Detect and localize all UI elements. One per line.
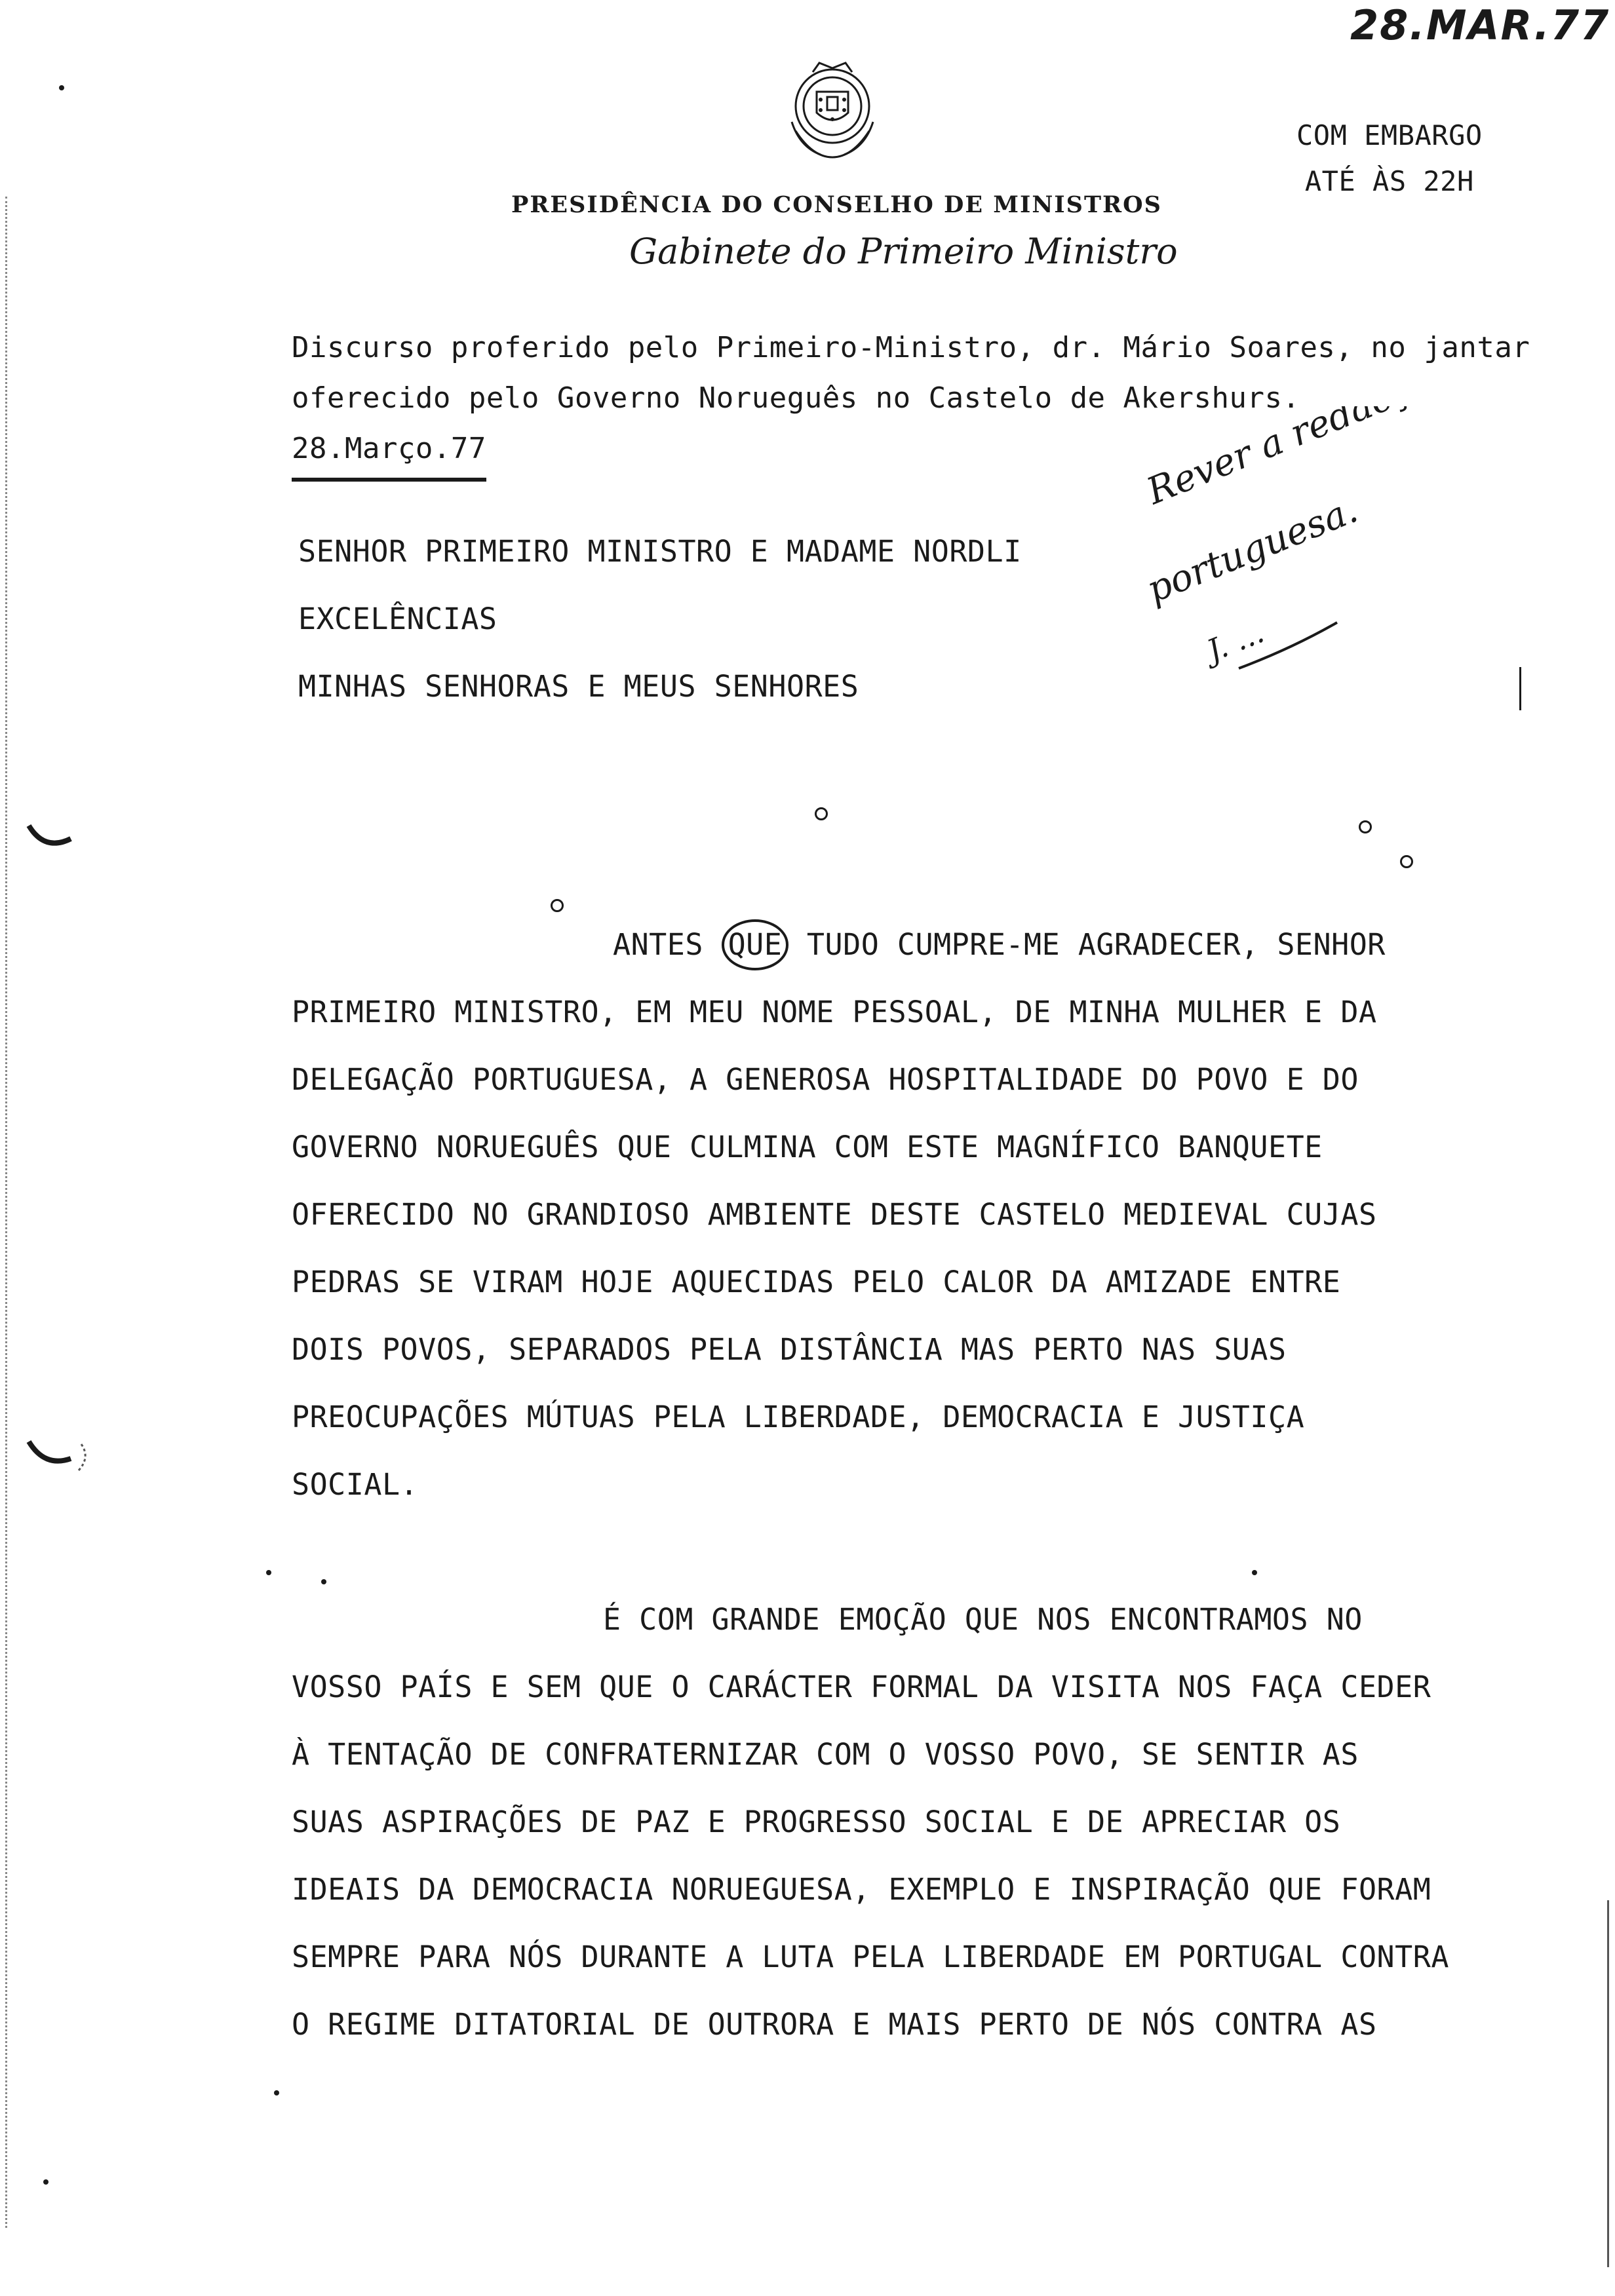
paragraph-2-line: À TENTAÇÃO DE CONFRATERNIZAR COM O VOSSO POVO, SE SENTIR AS [292, 1737, 1359, 1772]
binder-hole-mark [25, 1435, 97, 1483]
paragraph-1-line-1 [292, 911, 1386, 978]
scan-speck [266, 1570, 271, 1575]
margin-mark-right [1519, 667, 1521, 710]
handwritten-date: 28.MAR.77 [1350, 1, 1610, 49]
handwritten-note-line-2: portuguesa. [1140, 488, 1364, 611]
speech-date: 28.Março.77 [292, 423, 486, 482]
scan-dot [551, 899, 564, 912]
scan-speck [1252, 1570, 1257, 1575]
intro-line-2: oferecido pelo Governo Norueguês no Castelo de Akershurs. [292, 381, 1300, 415]
paragraph-2 [292, 1586, 1449, 2058]
paragraph-1-line: DOIS POVOS, SEPARADOS PELA DISTÂNCIA MAS PERTO NAS SUAS [292, 1332, 1287, 1367]
scan-speck [274, 2090, 279, 2095]
salutation-line-2: EXCELÊNCIAS [298, 602, 497, 636]
handwritten-note [1140, 406, 1534, 681]
paragraph-1-line: PEDRAS SE VIRAM HOJE AQUECIDAS PELO CALOR DA AMIZADE ENTRE [292, 1265, 1341, 1299]
salutation-line-1: SENHOR PRIMEIRO MINISTRO E MADAME NORDLI [298, 534, 1022, 569]
scan-speck [43, 2179, 49, 2185]
salutation-block [298, 518, 1022, 720]
embargo-notice [1296, 113, 1483, 204]
paragraph-1-line: GOVERNO NORUEGUÊS QUE CULMINA COM ESTE MAGNÍFICO BANQUETE [292, 1130, 1323, 1164]
office-heading: PRESIDÊNCIA DO CONSELHO DE MINISTROS [511, 191, 1162, 218]
paragraph-2-line: VOSSO PAÍS E SEM QUE O CARÁCTER FORMAL DA VISITA NOS FAÇA CEDER [292, 1670, 1431, 1704]
paragraph-1-line: PRIMEIRO MINISTRO, EM MEU NOME PESSOAL, DE MINHA MULHER E DA [292, 995, 1377, 1029]
page-edge-left [5, 197, 10, 2228]
paragraph-1 [292, 911, 1386, 1518]
salutation-line-3: MINHAS SENHORAS E MEUS SENHORES [298, 669, 859, 704]
handwritten-note-line-3: J. ... [1201, 614, 1269, 669]
handwritten-note-line-1: Rever a redacção [1140, 406, 1458, 513]
paragraph-1-line: SOCIAL. [292, 1467, 419, 1502]
scan-dot [1400, 855, 1413, 868]
scan-speck [321, 1579, 326, 1584]
paragraph-2-line: O REGIME DITATORIAL DE OUTRORA E MAIS PERTO DE NÓS CONTRA AS [292, 2007, 1377, 2042]
scan-dot [815, 807, 828, 820]
paragraph-1-line: PREOCUPAÇÕES MÚTUAS PELA LIBERDADE, DEMOCRACIA E JUSTIÇA [292, 1400, 1305, 1434]
embargo-line-1: COM EMBARGO [1296, 119, 1483, 151]
embargo-line-2: ATÉ ÀS 22H [1304, 165, 1474, 197]
paragraph-2-line: SUAS ASPIRAÇÕES DE PAZ E PROGRESSO SOCIAL E DE APRECIAR OS [292, 1805, 1341, 1839]
paragraph-2-line-1: É COM GRANDE EMOÇÃO QUE NOS ENCONTRAMOS NO [603, 1602, 1363, 1637]
paragraph-1-line: OFERECIDO NO GRANDIOSO AMBIENTE DESTE CASTELO MEDIEVAL CUJAS [292, 1197, 1377, 1232]
paragraph-2-line: IDEAIS DA DEMOCRACIA NORUEGUESA, EXEMPLO E INSPIRAÇÃO QUE FORAM [292, 1872, 1431, 1907]
circled-word: QUE [722, 919, 789, 970]
intro-line-1: Discurso proferido pelo Primeiro-Ministro, dr. Mário Soares, no jantar [292, 331, 1530, 364]
coat-of-arms-seal-icon [773, 59, 891, 170]
paragraph-1-text-before: ANTES [613, 927, 722, 962]
cabinet-heading: Gabinete do Primeiro Ministro [629, 231, 1178, 272]
page-edge-right [1607, 1900, 1609, 2267]
paragraph-1-line: DELEGAÇÃO PORTUGUESA, A GENEROSA HOSPITALIDADE DO POVO E DO [292, 1062, 1359, 1097]
paragraph-2-line: SEMPRE PARA NÓS DURANTE A LUTA PELA LIBERDADE EM PORTUGAL CONTRA [292, 1940, 1449, 1974]
scan-dot [1359, 820, 1372, 833]
scan-speck [59, 85, 64, 90]
binder-hole-mark [25, 819, 77, 861]
paragraph-1-text-after: TUDO CUMPRE-ME AGRADECER, SENHOR [788, 927, 1386, 962]
